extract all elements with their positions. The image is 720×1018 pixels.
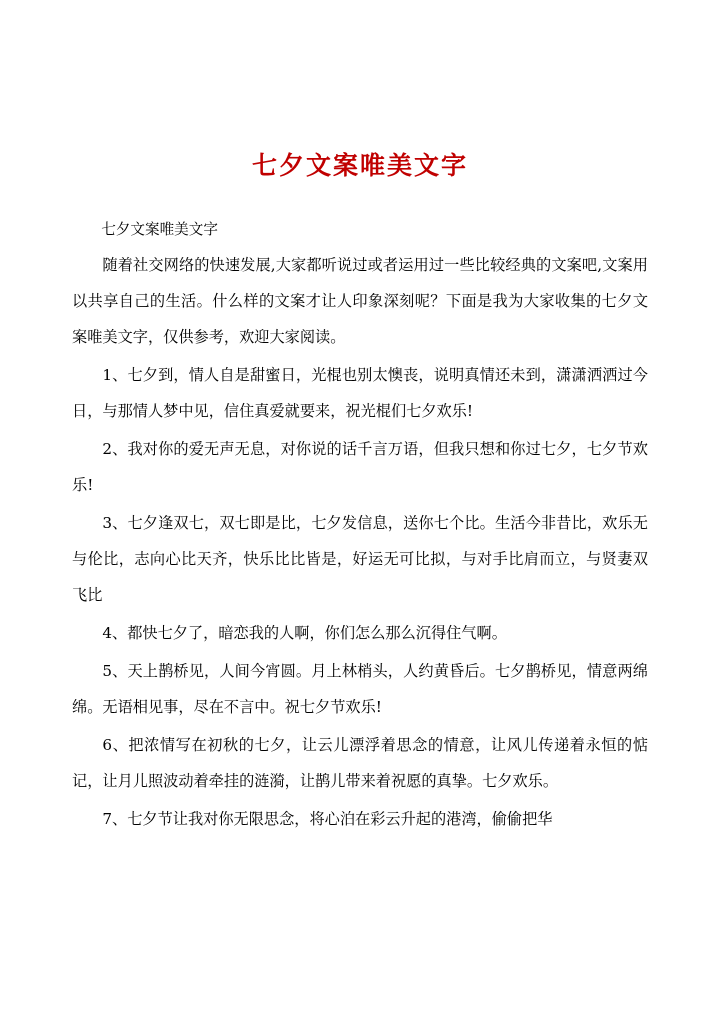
paragraph-item-5: 5、天上鹊桥见，人间今宵圆。月上林梢头，人约黄昏后。七夕鹊桥见，情意两绵绵。无语相见事，尽在不言中。祝七夕节欢乐! xyxy=(72,661,648,716)
document-body xyxy=(72,213,648,837)
paragraph-item-4: 4、都快七夕了，暗恋我的人啊，你们怎么那么沉得住气啊。 xyxy=(102,623,507,642)
paragraph-item-6: 6、把浓情写在初秋的七夕，让云儿漂浮着思念的情意，让风儿传递着永恒的惦记，让月儿照波动着牵挂的涟漪，让鹊儿带来着祝愿的真挚。七夕欢乐。 xyxy=(72,735,648,790)
paragraph-item-7: 7、七夕节让我对你无限思念，将心泊在彩云升起的港湾，偷偷把华 xyxy=(102,809,553,828)
paragraph-intro: 随着社交网络的快速发展,大家都听说过或者运用过一些比较经典的文案吧,文案用以共享自己的生活。什么样的文案才让人印象深刻呢？下面是我为大家收集的七夕文案唯美文字，仅供参考，欢迎大家阅读。 xyxy=(72,255,648,346)
paragraph-item-1: 1、七夕到，情人自是甜蜜日，光棍也别太懊丧，说明真情还未到，潇潇洒洒过今日，与那情人梦中见，信住真爱就要来，祝光棍们七夕欢乐! xyxy=(72,365,648,420)
page-title: 七夕文案唯美文字 xyxy=(251,151,468,180)
paragraph-item-2: 2、我对你的爱无声无息，对你说的话千言万语，但我只想和你过七夕，七夕节欢乐! xyxy=(72,439,648,494)
paragraph-item-3: 3、七夕逢双七，双七即是比，七夕发信息，送你七个比。生活今非昔比，欢乐无与伦比，志向心比天齐，快乐比比皆是，好运无可比拟，与对手比肩而立，与贤妻双飞比 xyxy=(72,513,648,604)
paragraph-subtitle: 七夕文案唯美文字 xyxy=(101,220,218,238)
